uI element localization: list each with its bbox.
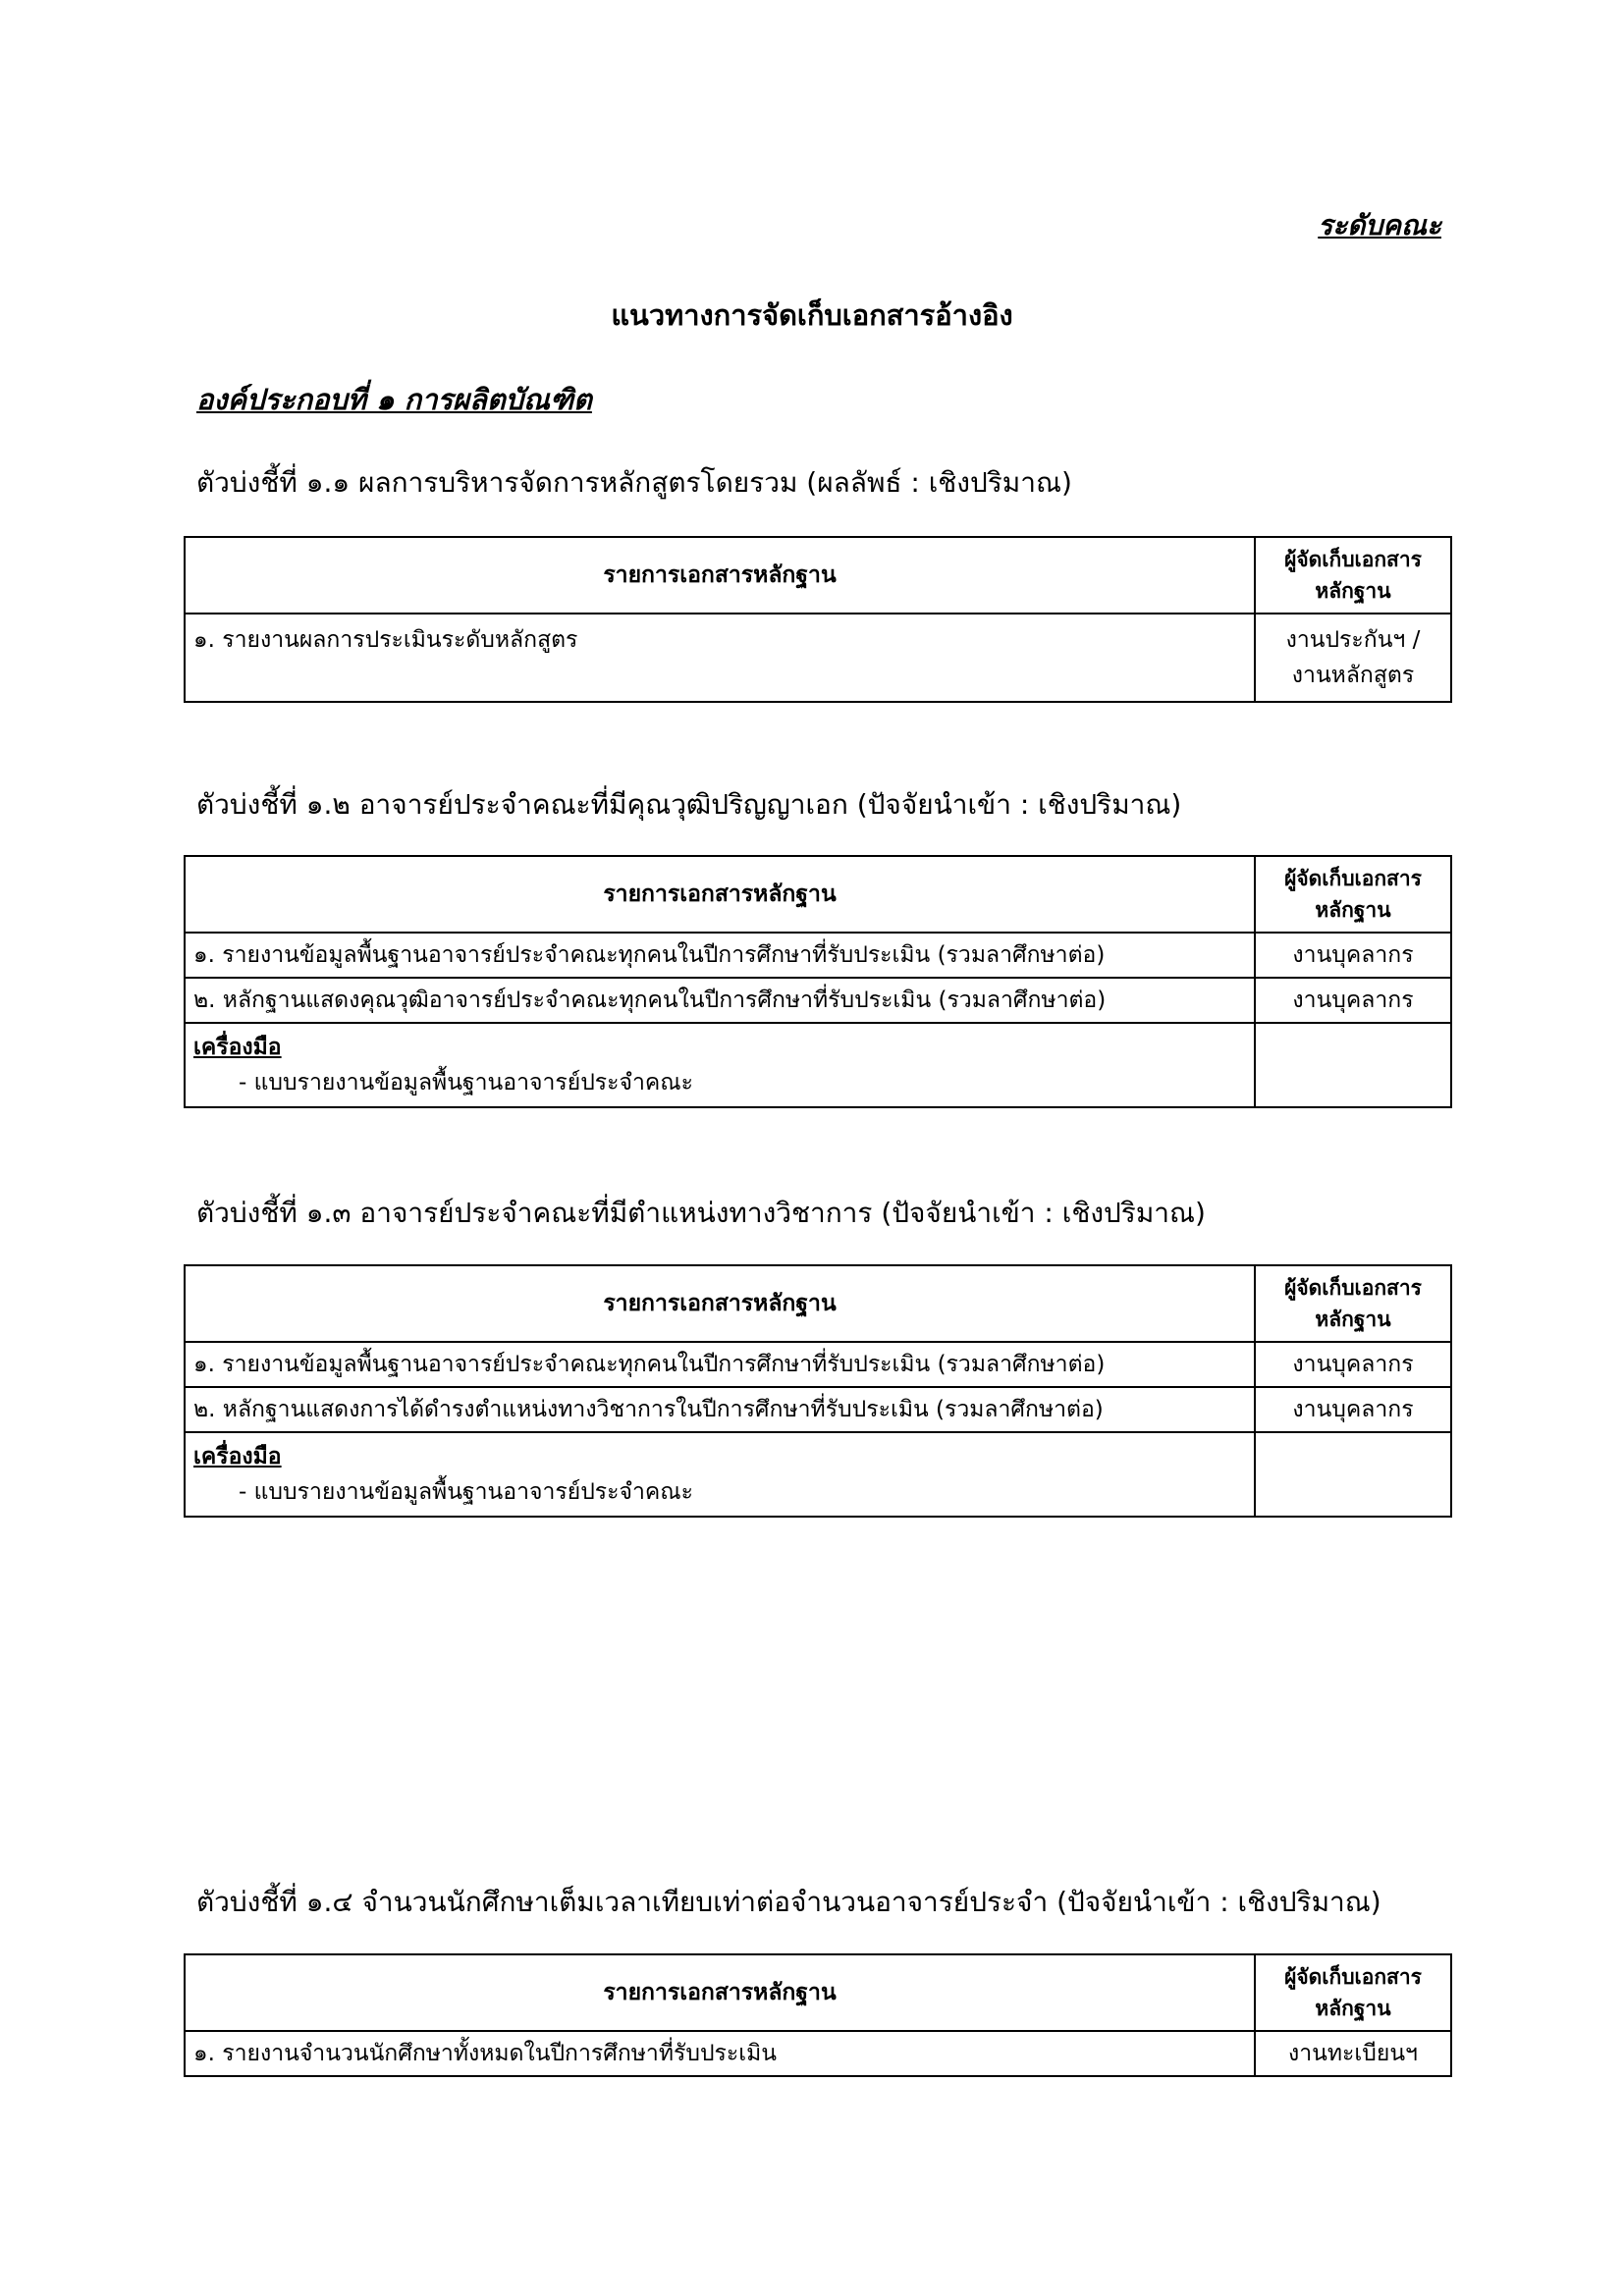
header-document-owner	[1255, 1265, 1451, 1342]
evidence-owner	[1255, 614, 1451, 702]
evidence-table-1-2	[184, 855, 1452, 1108]
evidence-owner: งานบุคลากร	[1255, 1342, 1451, 1387]
indicator-1-3-title: ตัวบ่งชี้ที่ ๑.๓ อาจารย์ประจำคณะที่มีตำแหน่งทางวิชาการ (ปัจจัยนำเข้า : เชิงปริมาณ)	[196, 1197, 1206, 1229]
header-owner-line2: หลักฐาน	[1315, 898, 1391, 922]
header-owner-line2: หลักฐาน	[1315, 579, 1391, 603]
owner-line2: งานหลักสูตร	[1291, 663, 1415, 688]
tools-row	[185, 1023, 1451, 1107]
header-owner-line2: หลักฐาน	[1315, 1308, 1391, 1331]
header-evidence-list: รายการเอกสารหลักฐาน	[185, 856, 1255, 933]
tools-owner-cell	[1255, 1023, 1451, 1107]
tools-label: เครื่องมือ	[193, 1444, 282, 1469]
header-evidence-list: รายการเอกสารหลักฐาน	[185, 537, 1255, 614]
header-owner-line1: ผู้จัดเก็บเอกสาร	[1284, 548, 1422, 571]
component-heading: องค์ประกอบที่ ๑ การผลิตบัณฑิต	[196, 383, 592, 416]
level-label: ระดับคณะ	[1318, 209, 1441, 241]
evidence-item: ๑. รายงานจำนวนนักศึกษาทั้งหมดในปีการศึกษาที่รับประเมิน	[185, 2031, 1255, 2076]
table-row	[185, 978, 1451, 1023]
evidence-item: ๑. รายงานผลการประเมินระดับหลักสูตร	[185, 614, 1255, 702]
header-owner-line1: ผู้จัดเก็บเอกสาร	[1284, 867, 1422, 890]
evidence-table-1-4	[184, 1953, 1452, 2077]
header-evidence-list: รายการเอกสารหลักฐาน	[185, 1265, 1255, 1342]
header-document-owner	[1255, 1954, 1451, 2031]
table-row	[185, 614, 1451, 702]
tools-cell	[185, 1023, 1255, 1107]
header-owner-line2: หลักฐาน	[1315, 1997, 1391, 2020]
tools-cell	[185, 1432, 1255, 1517]
table-header-row	[185, 537, 1451, 614]
tools-item: - แบบรายงานข้อมูลพื้นฐานอาจารย์ประจำคณะ	[239, 1479, 693, 1505]
evidence-item: ๑. รายงานข้อมูลพื้นฐานอาจารย์ประจำคณะทุกคนในปีการศึกษาที่รับประเมิน (รวมลาศึกษาต่อ)	[185, 933, 1255, 978]
evidence-table-1-3	[184, 1264, 1452, 1518]
header-document-owner	[1255, 856, 1451, 933]
evidence-owner: งานทะเบียนฯ	[1255, 2031, 1451, 2076]
table-row	[185, 2031, 1451, 2076]
evidence-owner: งานบุคลากร	[1255, 978, 1451, 1023]
evidence-owner: งานบุคลากร	[1255, 933, 1451, 978]
tools-item: - แบบรายงานข้อมูลพื้นฐานอาจารย์ประจำคณะ	[239, 1070, 693, 1095]
evidence-table-1-1	[184, 536, 1452, 703]
table-header-row	[185, 1954, 1451, 2031]
table-row	[185, 1342, 1451, 1387]
header-owner-line1: ผู้จัดเก็บเอกสาร	[1284, 1965, 1422, 1989]
evidence-item: ๑. รายงานข้อมูลพื้นฐานอาจารย์ประจำคณะทุกคนในปีการศึกษาที่รับประเมิน (รวมลาศึกษาต่อ)	[185, 1342, 1255, 1387]
document-title: แนวทางการจัดเก็บเอกสารอ้างอิง	[611, 298, 1013, 332]
header-document-owner	[1255, 537, 1451, 614]
tools-label: เครื่องมือ	[193, 1035, 282, 1060]
evidence-item: ๒. หลักฐานแสดงคุณวุฒิอาจารย์ประจำคณะทุกคนในปีการศึกษาที่รับประเมิน (รวมลาศึกษาต่อ)	[185, 978, 1255, 1023]
table-row	[185, 1387, 1451, 1432]
header-owner-line1: ผู้จัดเก็บเอกสาร	[1284, 1276, 1422, 1300]
table-header-row	[185, 1265, 1451, 1342]
evidence-item: ๒. หลักฐานแสดงการได้ดำรงตำแหน่งทางวิชาการในปีการศึกษาที่รับประเมิน (รวมลาศึกษาต่อ)	[185, 1387, 1255, 1432]
tools-owner-cell	[1255, 1432, 1451, 1517]
table-row	[185, 933, 1451, 978]
evidence-owner: งานบุคลากร	[1255, 1387, 1451, 1432]
indicator-1-2-title: ตัวบ่งชี้ที่ ๑.๒ อาจารย์ประจำคณะที่มีคุณวุฒิปริญญาเอก (ปัจจัยนำเข้า : เชิงปริมาณ)	[196, 788, 1182, 821]
table-header-row	[185, 856, 1451, 933]
header-evidence-list: รายการเอกสารหลักฐาน	[185, 1954, 1255, 2031]
tools-row	[185, 1432, 1451, 1517]
indicator-1-4-title: ตัวบ่งชี้ที่ ๑.๔ จำนวนนักศึกษาเต็มเวลาเทียบเท่าต่อจำนวนอาจารย์ประจำ (ปัจจัยนำเข้า : เชิงปริมาณ)	[196, 1886, 1381, 1918]
indicator-1-1-title: ตัวบ่งชี้ที่ ๑.๑ ผลการบริหารจัดการหลักสูตรโดยรวม (ผลลัพธ์ : เชิงปริมาณ)	[196, 466, 1072, 499]
owner-line1: งานประกันฯ /	[1285, 627, 1421, 653]
